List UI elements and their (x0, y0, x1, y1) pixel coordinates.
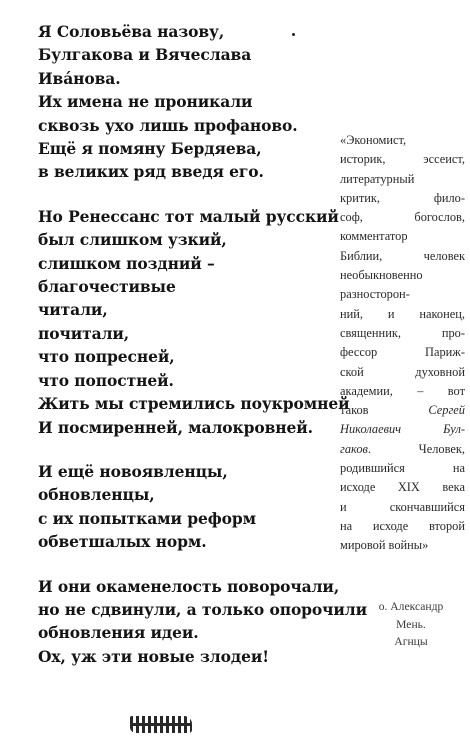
quote-line: академии, – вот (340, 383, 465, 398)
stanza-2 (38, 205, 368, 439)
poem-line: что попостней. (38, 370, 174, 390)
quote-line: ской духовной (340, 364, 465, 379)
attribution (358, 598, 464, 651)
stanza-1 (38, 20, 368, 184)
quote-line: историк, эссеист, (340, 152, 465, 167)
poem-line: что попресней, (38, 347, 175, 367)
quote-line: соф, богослов, (340, 210, 465, 225)
poem (38, 20, 368, 689)
attribution-author: о. Александр (378, 600, 444, 613)
poem-line: почитали, (38, 323, 130, 343)
quote-line: родившийся на (340, 461, 465, 476)
poem-line: И посмиренней, малокровней. (38, 417, 313, 437)
quote-line: гаков. Человек, (340, 441, 465, 456)
attribution-work: Агнцы (394, 635, 428, 648)
poem-line: Я Соловьёва назову, (38, 22, 225, 41)
quote-line: фессор Париж- (340, 345, 465, 360)
quote-line: необыкновенно (340, 268, 423, 283)
poem-line: с их попытками реформ (38, 508, 256, 528)
poem-line: Их имена не проникали (38, 92, 253, 112)
quote-line: мировой войны» (340, 538, 429, 553)
quote-line: Библии, человек (340, 248, 465, 263)
poem-line: слишком поздний – (38, 253, 215, 273)
stanza-4 (38, 575, 368, 669)
poem-line: обветшалых норм. (38, 532, 207, 552)
poem-line: И ещё новоявленцы, (38, 461, 228, 481)
quote-line: исходе XIX века (340, 480, 465, 495)
poem-line: Ещё я помяну Бердяева, (38, 139, 262, 159)
poem-line: Жить мы стремились поукромней (38, 394, 350, 414)
poem-line: был слишком узкий, (38, 230, 227, 250)
poem-line: Ох, уж эти новые злодеи! (38, 646, 269, 666)
quote-line: ний, и наконец, (340, 306, 465, 321)
poem-line: в великих ряд введя его. (38, 162, 264, 182)
quote-line: священник, про- (340, 325, 465, 340)
quote-line: комментатор (340, 229, 408, 244)
poem-line: И они окаменелость поворочали, (38, 576, 340, 596)
quote-line: критик, фило- (340, 190, 465, 205)
poem-line: обновленцы, (38, 485, 155, 505)
poem-line: читали, (38, 300, 108, 320)
poem-line: Булгакова и Вячеслава (38, 45, 252, 65)
poem-line: Ива́нова. (38, 68, 121, 88)
quote-line: и скончавшийся (340, 499, 465, 514)
quote-line: Николаевич Бул- (340, 422, 465, 437)
poem-line: благочестивые (38, 277, 176, 297)
poem-line: но не сдвинули, а только опорочили (38, 599, 368, 619)
quote-name-italic: гаков (340, 441, 368, 456)
quote-line: «Экономист, (340, 133, 407, 147)
attribution-surname: Мень. (396, 617, 426, 631)
quote-name-italic: Сергей (428, 403, 465, 418)
stanza-3 (38, 460, 368, 554)
sidebar-quote (340, 131, 465, 556)
poem-line: обновления идеи. (38, 623, 199, 643)
quote-line: литературный (340, 171, 415, 186)
poem-line: сквозь ухо лишь профаново. (38, 115, 298, 135)
poem-line: Но Ренессанс тот малый русский (38, 206, 339, 226)
quote-line: на исходе второй (340, 518, 465, 533)
page-number-smudge (130, 716, 192, 733)
quote-line: разносторон- (340, 287, 410, 302)
quote-line: таков Сергей (340, 403, 465, 418)
